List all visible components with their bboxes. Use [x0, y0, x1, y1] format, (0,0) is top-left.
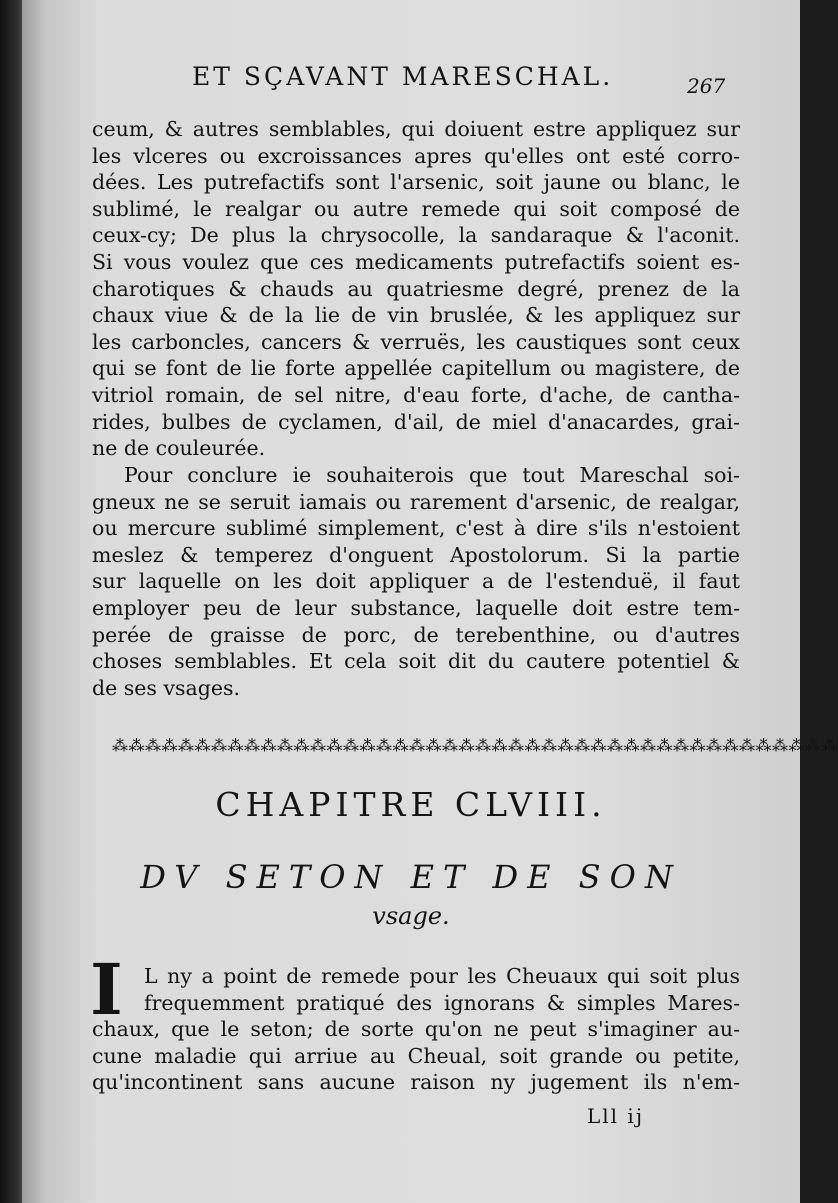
text-line: de ses vsages.: [92, 675, 241, 700]
section-title-continuation: vsage.: [372, 902, 450, 930]
text-line: ne de couleurée.: [92, 436, 266, 461]
running-head: ET SÇAVANT MARESCHAL.: [192, 62, 614, 91]
text-line: qui se font de lie forte appellée capitellum ou magistere, de: [92, 356, 740, 381]
ornament-divider: ⁂⁂⁂⁂⁂⁂⁂⁂⁂⁂⁂⁂⁂⁂⁂⁂⁂⁂⁂⁂⁂⁂⁂⁂⁂⁂⁂⁂⁂⁂⁂⁂⁂⁂⁂⁂⁂⁂⁂⁂⁂⁂⁂⁂: [112, 736, 838, 755]
text-line: choses semblables. Et cela soit dit du cautere potentiel &: [92, 649, 740, 674]
text-line: rides, bulbes de cyclamen, d'ail, de miel d'anacardes, grai-: [92, 409, 740, 434]
text-line: charotiques & chauds au quatriesme degré, prenez de la: [92, 276, 740, 301]
text-line: ceux-cy; De plus la chrysocolle, la sandaraque & l'aconit.: [92, 223, 740, 248]
book-page: [22, 0, 838, 1203]
text-line: Pour conclure ie souhaiterois que tout Mareschal soi-: [124, 463, 740, 487]
text-line: Si vous voulez que ces medicaments putrefactifs soient es-: [92, 249, 740, 274]
text-line: meslez & temperez d'onguent Apostolorum. Si la partie: [92, 542, 740, 567]
text-line: perée de graisse de porc, de terebenthine, ou d'autres: [92, 622, 740, 647]
paragraph-conclusion: [92, 462, 740, 701]
text-line: cune maladie qui arriue au Cheual, soit grande ou petite,: [92, 1043, 740, 1068]
text-line: L ny a point de remede pour les Cheuaux qui soit plus: [144, 964, 740, 988]
text-line: sublimé, le realgar ou autre remede qui soit composé de: [92, 196, 740, 221]
text-line: vitriol romain, de sel nitre, d'eau forte, d'ache, de cantha-: [92, 382, 740, 407]
text-line: sur laquelle on les doit appliquer a de l'estenduë, il faut: [92, 569, 740, 594]
signature-mark: Lll ij: [587, 1104, 645, 1128]
text-line: dées. Les putrefactifs sont l'arsenic, soit jaune ou blanc, le: [92, 170, 740, 195]
paragraph-continued: [92, 116, 740, 462]
text-line: frequemment pratiqué des ignorans & simples Mares-: [144, 990, 740, 1015]
text-line: chaux viue & de la lie de vin bruslée, & les appliquez sur: [92, 303, 740, 328]
text-line: chaux, que le seton; de sorte qu'on ne peut s'imaginer au-: [92, 1017, 740, 1042]
text-line: ou mercure sublimé simplement, c'est à dire s'ils n'estoient: [92, 516, 740, 541]
text-line: ceum, & autres semblables, qui doiuent estre appliquez sur: [92, 117, 740, 141]
text-line: qu'incontinent sans aucune raison ny jugement ils n'em-: [92, 1070, 740, 1095]
section-title: DV SETON ET DE SON: [140, 858, 682, 896]
page-number: 267: [687, 74, 726, 98]
chapter-heading: CHAPITRE CLVIII.: [215, 785, 607, 824]
drop-cap-initial: I: [90, 948, 123, 1031]
chapter-body: [92, 963, 740, 1096]
text-line: gneux ne se seruit iamais ou rarement d'arsenic, de realgar,: [92, 489, 740, 514]
text-line: les carboncles, cancers & verruës, les caustiques sont ceux: [92, 329, 740, 354]
text-line: les vlceres ou excroissances apres qu'elles ont esté corro-: [92, 143, 740, 168]
page-header: [22, 62, 800, 102]
text-line: employer peu de leur substance, laquelle doit estre tem-: [92, 595, 740, 620]
